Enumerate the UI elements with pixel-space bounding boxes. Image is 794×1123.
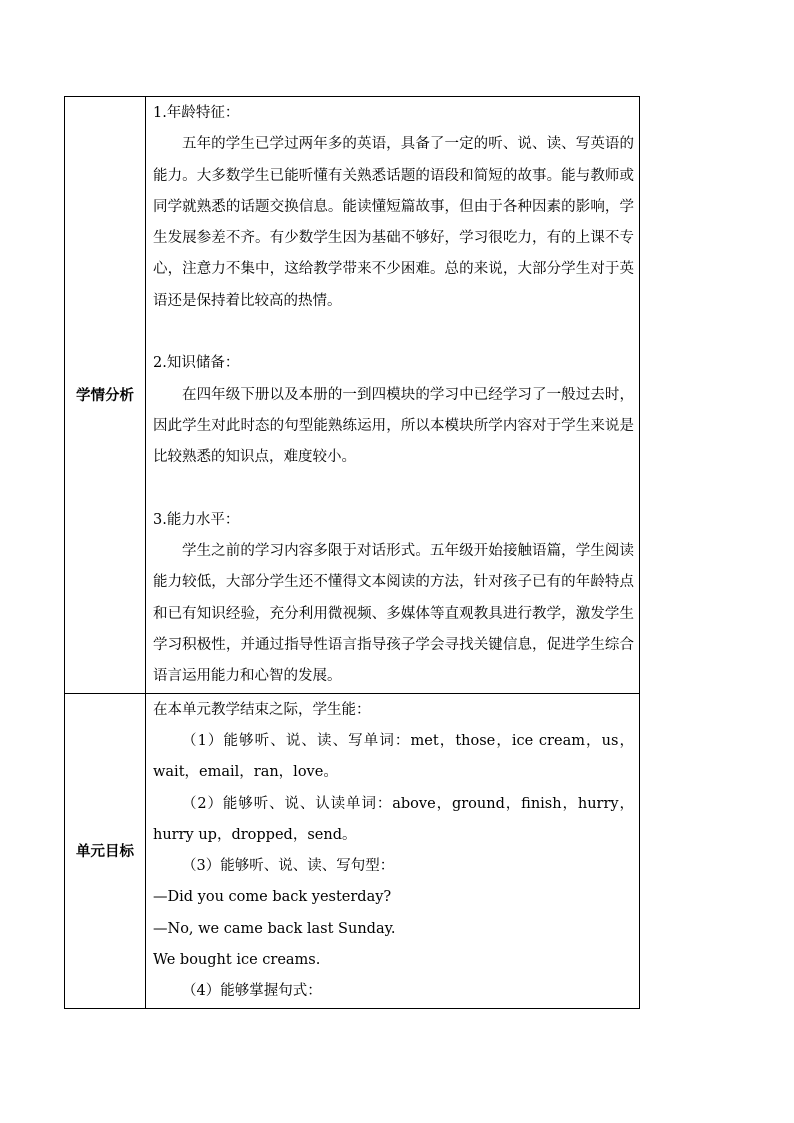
goal-item-4: （4）能够掌握句式：	[182, 983, 322, 1000]
target-sentence-2: —No, we came back last Sunday.	[153, 920, 396, 937]
lesson-plan-table	[64, 96, 640, 1009]
age-features-paragraph: 五年的学生已学过两年多的英语，具备了一定的听、说、读、写英语的能力。大多数学生已能听懂有关熟悉话题的语段和简短的故事。能与教师或同学就熟悉的话题交换信息。能读懂短篇故事，但由于各种因素的影响，学生发展参差不齐。有少数学生因为基础不够好，学习很吃力，有的上课不专心，注意力不集中，这给教学带来不少困难。总的来说，大部分学生对于英语还是保持着比较高的热情。	[153, 136, 634, 309]
knowledge-reserve-heading: 2.知识储备：	[153, 355, 240, 372]
target-sentence-1: —Did you come back yesterday?	[153, 889, 392, 906]
goal-item-3: （3）能够听、说、读、写句型：	[182, 858, 395, 875]
knowledge-reserve-paragraph: 在四年级下册以及本册的一到四模块的学习中已经学习了一般过去时，因此学生对此时态的句型能熟练运用，所以本模块所学内容对于学生来说是比较熟悉的知识点，难度较小。	[153, 386, 634, 466]
ability-level-heading: 3.能力水平：	[153, 511, 240, 528]
analysis-row	[65, 97, 640, 694]
goals-intro: 在本单元教学结束之际，学生能：	[153, 701, 371, 718]
goal-item-1: （1）能够听、说、读、写单词：met，those，ice cream，us，wait，email，ran，love。	[153, 732, 634, 781]
goals-label: 单元目标	[65, 693, 146, 1008]
goals-row	[65, 693, 640, 1008]
goal-item-2: （2）能够听、说、认读单词：above，ground，finish，hurry，hurry up，dropped，send。	[153, 795, 634, 843]
age-features-heading: 1.年龄特征：	[153, 105, 240, 121]
analysis-content	[146, 97, 640, 694]
goals-content	[146, 693, 640, 1008]
target-sentence-3: We bought ice creams.	[153, 952, 321, 969]
ability-level-paragraph: 学生之前的学习内容多限于对话形式。五年级开始接触语篇，学生阅读能力较低，大部分学生还不懂得文本阅读的方法，针对孩子已有的年龄特点和已有知识经验，充分利用微视频、多媒体等直观教具进行教学，激发学生学习积极性，并通过指导性语言指导孩子学会寻找关键信息，促进学生综合语言运用能力和心智的发展。	[153, 543, 634, 685]
analysis-label: 学情分析	[65, 97, 146, 694]
